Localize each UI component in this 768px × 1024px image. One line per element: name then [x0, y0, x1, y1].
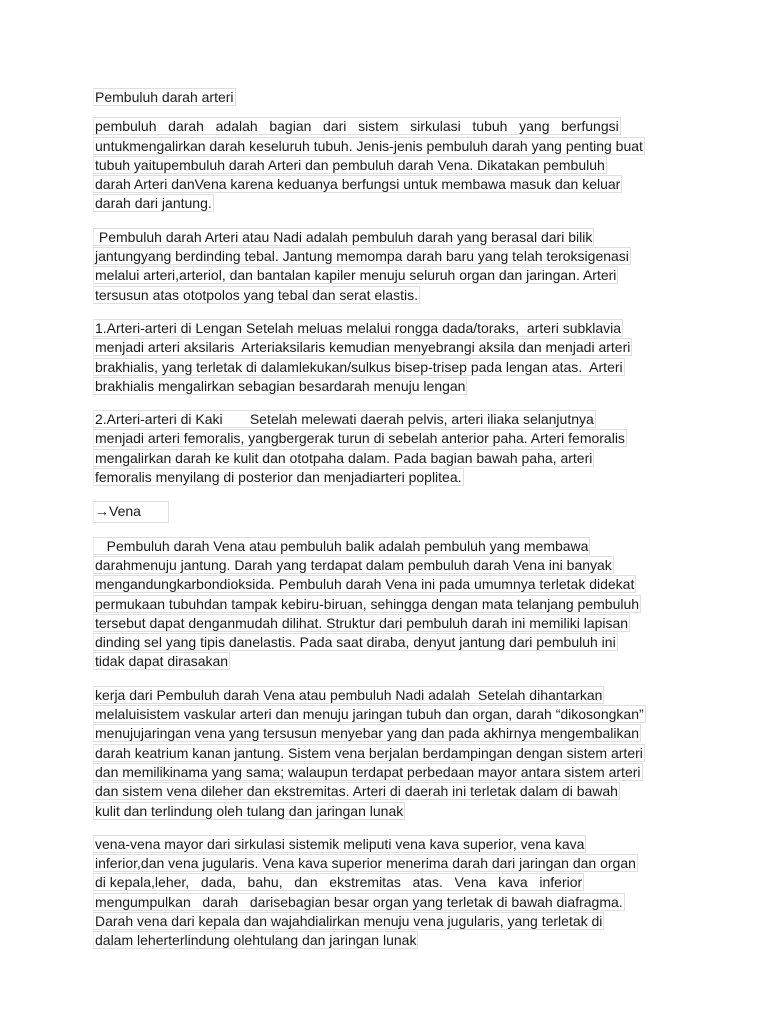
paragraph-3 [93, 319, 675, 396]
p1-line: tubuh yaitupembuluh darah Arteri dan pembuluh darah Vena. Dikatakan pembuluh [95, 156, 605, 173]
paragraph-5 [93, 537, 675, 672]
p7-line: di kepala,leher, dada, bahu, dan ekstremitas atas. Vena kava inferior [95, 874, 583, 891]
p3-line: brakhialis, yang terletak di dalamlekukan/sulkus bisep-trisep pada lengan atas. Arteri [95, 358, 623, 375]
paragraph-1 [93, 117, 675, 213]
p5-line: darahmenuju jantung. Darah yang terdapat dalam pembuluh darah Vena ini banyak [95, 556, 612, 573]
p7-line: vena-vena mayor dari sirkulasi sistemik meliputi vena kava superior, vena kava [95, 835, 585, 852]
paragraph-7 [93, 835, 675, 951]
p6-line: darah keatrium kanan jantung. Sistem vena berjalan berdampingan dengan sistem arteri [95, 744, 643, 761]
p5-line: tersebut dapat denganmudah dilihat. Struktur dari pembuluh darah ini memiliki lapisan [95, 614, 629, 631]
p1-line: darah dari jantung. [95, 195, 212, 212]
p3-line: 1.Arteri-arteri di Lengan Setelah meluas melalui rongga dada/toraks, arteri subklavia [95, 319, 622, 336]
p2-line: tersusun atas ototpolos yang tebal dan serat elastis. [95, 286, 418, 303]
p2-line: melalui arteri,arteriol, dan bantalan kapiler menuju seluruh organ dan jaringan. Arteri [95, 267, 617, 284]
vena-heading-text: →Vena [93, 501, 169, 522]
p4-line: 2.Arteri-arteri di Kaki Setelah melewati daerah pelvis, arteri iliaka selanjutnya [95, 411, 594, 428]
p4-line: mengalirkan darah ke kulit dan ototpaha dalam. Pada bagian bawah paha, arteri [95, 449, 593, 466]
p4-line: menjadi arteri femoralis, yangbergerak turun di sebelah anterior paha. Arteri femoralis [95, 430, 625, 447]
p7-line: mengumpulkan darah darisebagian besar organ yang terletak di bawah diafragma. [95, 893, 623, 910]
p6-line: kerja dari Pembuluh darah Vena atau pembuluh Nadi adalah Setelah dihantarkan [95, 686, 603, 703]
p7-line: inferior,dan vena jugularis. Vena kava superior menerima darah dari jaringan dan organ [95, 855, 636, 872]
p5-line: permukaan tubuhdan tampak kebiru-biruan, sehingga dengan mata telanjang pembuluh [95, 595, 640, 612]
p7-line: Darah vena dari kepala dan wajahdialirkan menuju vena jugularis, yang terletak di [95, 912, 603, 929]
document-body [93, 88, 675, 965]
p4-line: femoralis menyilang di posterior dan menjadiarteri poplitea. [95, 469, 462, 486]
paragraph-4 [93, 410, 675, 487]
paragraph-2 [93, 228, 675, 305]
p6-line: kulit dan terlindung oleh tulang dan jaringan lunak [95, 802, 404, 819]
p7-line: dalam leherterlindung olehtulang dan jaringan lunak [95, 932, 417, 949]
title-text: Pembuluh darah arteri [95, 89, 234, 105]
p2-line: Pembuluh darah Arteri atau Nadi adalah pembuluh darah yang berasal dari bilik [95, 228, 593, 245]
p5-line: mengandungkarbondioksida. Pembuluh darah Vena ini pada umumnya terletak didekat [95, 576, 635, 593]
p5-line: Pembuluh darah Vena atau pembuluh balik adalah pembuluh yang membawa [95, 537, 589, 554]
p3-line: brakhialis mengalirkan sebagian besardarah menuju lengan [95, 377, 466, 394]
paragraph-6 [93, 686, 675, 821]
p5-line: tidak dapat dirasakan [95, 653, 229, 670]
p5-line: dinding sel yang tipis danelastis. Pada saat diraba, denyut jantung dari pembuluh ini [95, 634, 616, 651]
p2-line: jantungyang berdinding tebal. Jantung memompa darah baru yang telah teroksigenasi [95, 248, 629, 265]
p6-line: melaluisistem vaskular arteri dan menuju jaringan tubuh dan organ, darah “dikosongkan” [95, 706, 644, 723]
p3-line: menjadi arteri aksilaris Arteriaksilaris kemudian menyebrangi aksila dan menjadi arteri [95, 339, 631, 356]
p1-line: darah Arteri danVena karena keduanya berfungsi untuk membawa masuk dan keluar [95, 176, 621, 193]
p6-line: dan sistem vena dileher dan ekstremitas. Arteri di daerah ini terletak dalam di bawah [95, 783, 618, 800]
p1-line: untukmengalirkan darah keseluruh tubuh. Jenis-jenis pembuluh darah yang penting buat [95, 137, 643, 154]
document-title [93, 88, 675, 107]
vena-heading [93, 501, 675, 522]
p6-line: dan memilikinama yang sama; walaupun terdapat perbedaan mayor antara sistem arteri [95, 763, 641, 780]
p6-line: menujujaringan vena yang tersusun menyebar yang dan pada akhirnya mengembalikan [95, 725, 640, 742]
p1-line: pembuluh darah adalah bagian dari sistem sirkulasi tubuh yang berfungsi [95, 118, 619, 135]
